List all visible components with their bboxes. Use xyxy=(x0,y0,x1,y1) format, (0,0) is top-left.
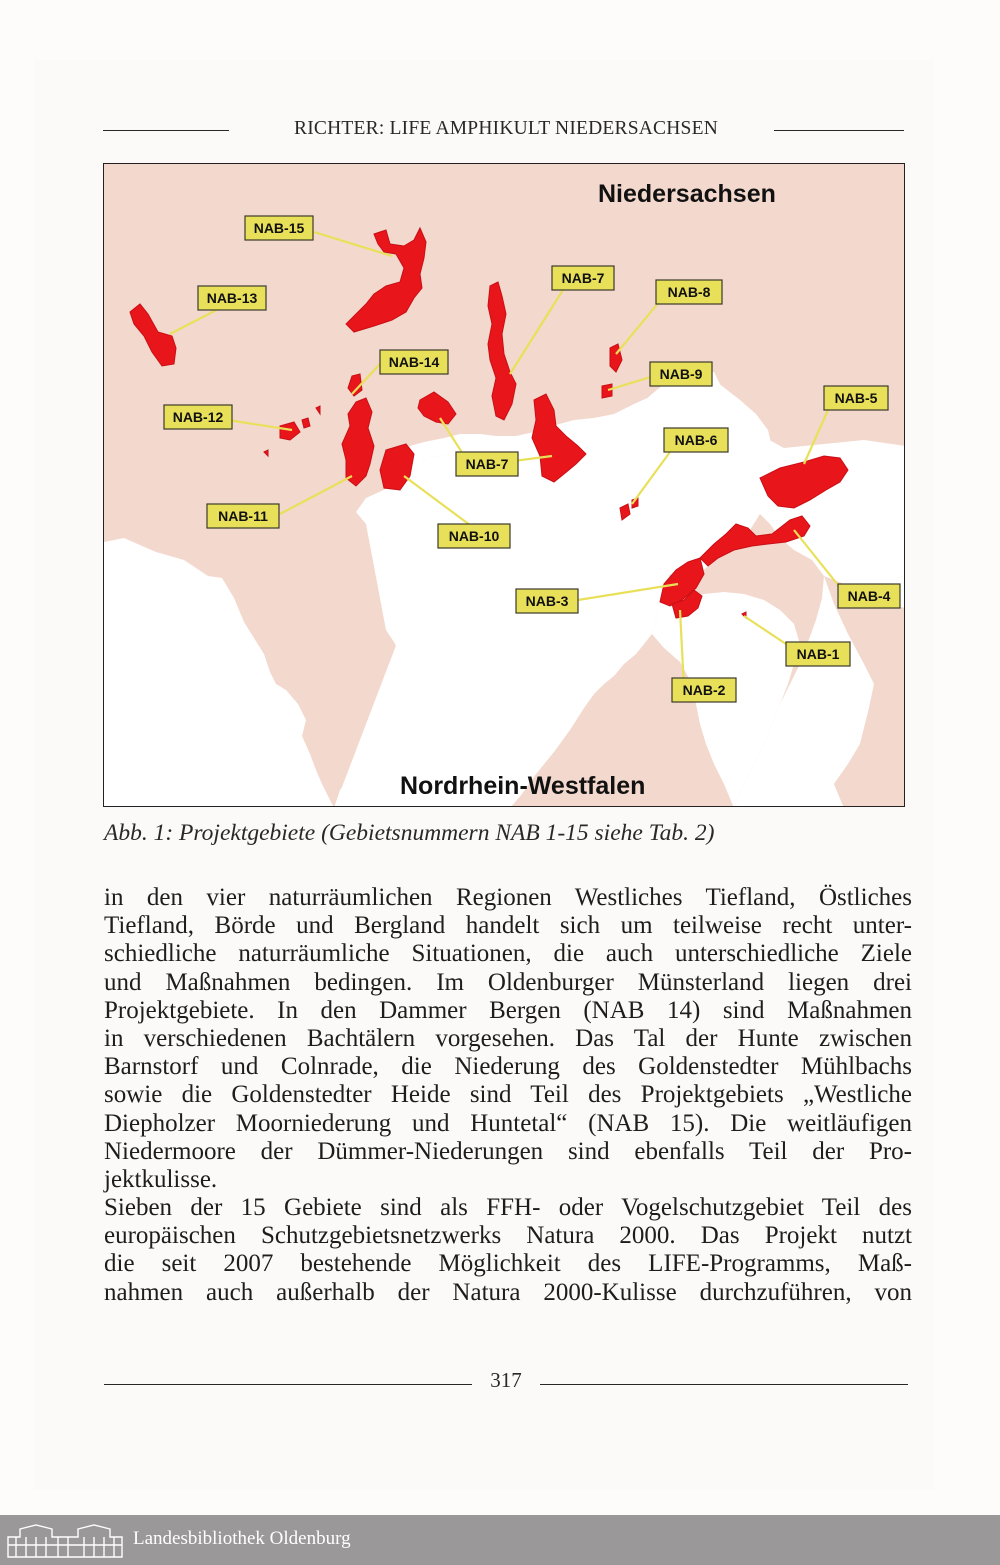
project-areas-map xyxy=(103,163,905,807)
svg-text:NAB-7: NAB-7 xyxy=(465,456,509,472)
text-line: und Maßnahmen bedingen. Im Oldenburger Münsterland liegen drei xyxy=(104,968,912,996)
svg-text:NAB-15: NAB-15 xyxy=(253,220,305,236)
running-header xyxy=(100,116,908,146)
text-line: Diepholzer Moorniederung und Huntetal“ (NAB 15). Die weitläufigen xyxy=(104,1109,912,1137)
svg-text:NAB-1: NAB-1 xyxy=(796,646,840,662)
footer-rule-right xyxy=(540,1384,908,1385)
svg-text:NAB-8: NAB-8 xyxy=(667,284,711,300)
area-nab15-shape xyxy=(346,228,426,332)
svg-text:NAB-4: NAB-4 xyxy=(847,588,891,604)
label-nab4 xyxy=(838,584,900,608)
label-nab7-upper xyxy=(552,266,614,290)
label-nab6 xyxy=(664,428,728,452)
text-line: Niedermoore der Dümmer-Niederungen sind ebenfalls Teil der Pro- xyxy=(104,1137,912,1165)
label-nab10 xyxy=(438,524,510,548)
label-nab13 xyxy=(198,286,266,310)
library-building-icon xyxy=(6,1521,124,1559)
area-nab9-shape xyxy=(602,384,612,398)
running-title: RICHTER: LIFE AMPHIKULT NIEDERSACHSEN xyxy=(294,118,718,139)
label-nab8 xyxy=(656,280,722,304)
label-nab7-lower xyxy=(456,452,518,476)
svg-text:NAB-7: NAB-7 xyxy=(561,270,605,286)
text-line: europäischen Schutzgebietsnetzwerks Natura 2000. Das Projekt nutzt xyxy=(104,1222,912,1250)
label-nab5 xyxy=(824,386,888,410)
area-nab7a-shape xyxy=(418,392,456,424)
page-number: 317 xyxy=(490,1368,522,1392)
text-line: schiedliche naturräumliche Situationen, die auch unterschiedliche Ziele xyxy=(104,940,912,968)
text-line: in den vier naturräumlichen Regionen Westliches Tiefland, Östliches xyxy=(104,884,912,911)
label-nab15 xyxy=(245,216,313,240)
label-nab14 xyxy=(380,350,448,374)
text-line: die seit 2007 bestehende Möglichkeit des LIFE-Programms, Maß- xyxy=(104,1250,912,1278)
svg-text:NAB-14: NAB-14 xyxy=(388,354,440,370)
label-nab1 xyxy=(786,642,850,666)
callout-nab11 xyxy=(280,476,352,514)
figure-caption: Abb. 1: Projektgebiete (Gebietsnummern NAB 1-15 siehe Tab. 2) xyxy=(104,820,715,846)
label-nab2 xyxy=(672,678,736,702)
area-nab11-shape xyxy=(342,398,374,486)
svg-text:NAB-10: NAB-10 xyxy=(448,528,500,544)
library-banner xyxy=(0,1515,1000,1565)
label-nab12 xyxy=(164,405,232,429)
text-line: Barnstorf und Colnrade, die Niederung des Goldenstedter Mühlbachs xyxy=(104,1053,912,1081)
area-nab12-shape xyxy=(264,406,320,456)
text-line: sowie die Goldenstedter Heide sind Teil des Projektgebiets „Westliche xyxy=(104,1081,912,1109)
area-nab13-shape xyxy=(130,304,176,366)
text-line: nahmen auch außerhalb der Natura 2000-Kulisse durchzuführen, von xyxy=(104,1278,912,1306)
svg-text:NAB-6: NAB-6 xyxy=(674,432,718,448)
region-nordrhein-westfalen: Nordrhein-Westfalen xyxy=(400,772,646,800)
body-text xyxy=(104,884,912,1307)
svg-text:NAB-2: NAB-2 xyxy=(682,682,726,698)
header-rule-left xyxy=(103,130,229,131)
text-line: Projektgebiete. In den Dammer Bergen (NAB 14) sind Maßnahmen xyxy=(104,996,912,1024)
label-nab3 xyxy=(516,589,578,613)
svg-text:NAB-9: NAB-9 xyxy=(659,366,703,382)
library-name: Landesbibliothek Oldenburg xyxy=(133,1528,351,1549)
label-nab11 xyxy=(207,504,279,528)
svg-text:NAB-11: NAB-11 xyxy=(218,508,268,524)
label-nab9 xyxy=(650,362,712,386)
footer-rule-left xyxy=(104,1384,472,1385)
callout-nab8 xyxy=(616,296,664,354)
callout-nab7b-a xyxy=(510,282,568,374)
map-canvas xyxy=(104,164,905,807)
svg-text:NAB-13: NAB-13 xyxy=(206,290,258,306)
text-line: Sieben der 15 Gebiete sind als FFH- oder Vogelschutzgebiet Teil des xyxy=(104,1194,912,1222)
text-line: jektkulisse. xyxy=(104,1165,218,1193)
region-niedersachsen: Niedersachsen xyxy=(598,180,776,208)
text-line: Tiefland, Börde und Bergland handelt sich um teilweise recht unter- xyxy=(104,912,912,940)
header-rule-right xyxy=(774,130,904,131)
svg-text:NAB-3: NAB-3 xyxy=(525,593,569,609)
svg-text:NAB-12: NAB-12 xyxy=(172,409,224,425)
text-line: in verschiedenen Bachtälern vorgesehen. Das Tal der Hunte zwischen xyxy=(104,1024,912,1052)
callout-nab9 xyxy=(608,376,654,390)
svg-text:NAB-5: NAB-5 xyxy=(834,390,878,406)
